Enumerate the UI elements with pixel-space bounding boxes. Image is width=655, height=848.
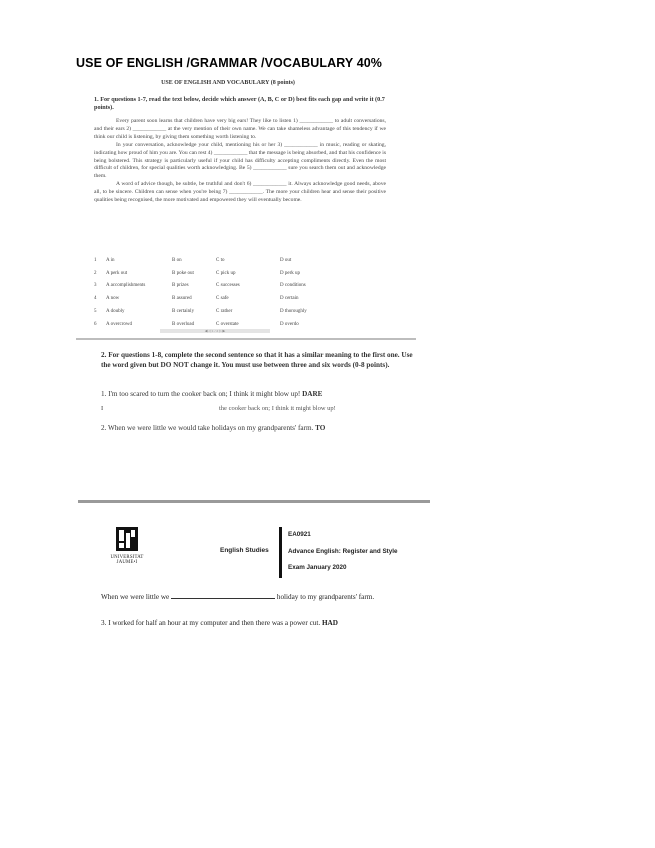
answer-end: holiday to my grandparents' farm. [276, 593, 375, 601]
item-sentence: 2. When we were little we would take holidays on my grandparents' farm. [101, 424, 314, 432]
transformation-item-2 [101, 424, 421, 432]
option-a: A doubly [106, 309, 125, 315]
option-b: B certainly [172, 309, 195, 315]
option-row [94, 292, 394, 305]
answer-options-table [94, 254, 394, 331]
answer-rest: the cooker back on; I think it might blow up! [219, 405, 336, 412]
university-emblem-icon [116, 527, 138, 551]
option-c: C pick up [216, 270, 236, 276]
option-a: A now [106, 296, 120, 302]
department-name: English Studies [220, 547, 269, 554]
passage-paragraph: In your conversation, acknowledge your child, mentioning his or her 3) ____________ in music, reading or skating, indicating how proud of him you are. You can rest 4) ____________ that the message is being absorbed, and that his confidence is being bolstered. This strategy is particularly useful if your child has difficulty accepting compliments directly. Even the most difficult of children, for special qualities worth acknowledging. Be 5) ____________ sure you search them out and acknowledge them. [94, 141, 386, 180]
university-logo [104, 527, 150, 575]
option-c: C overstate [216, 321, 239, 327]
transformation-item-1 [101, 390, 421, 398]
section-header: USE OF ENGLISH AND VOCABULARY (8 points) [161, 80, 295, 86]
option-b: B on [172, 257, 182, 263]
answer-start: When we were little we [101, 593, 170, 601]
option-d: D certain [280, 296, 299, 302]
question2-instruction: 2. For questions 1-8, complete the second sentence so that it has a similar meaning to the first one. Use the word given but DO NOT change it. You must use between three and six words (0-8 points). [101, 351, 413, 370]
option-row [94, 305, 394, 318]
answer-start: I [101, 405, 104, 412]
option-b: B assured [172, 296, 192, 302]
passage-paragraph: A word of advice though, be subtle, be truthful and don't 6) ____________ it. Always acknowledge good needs, above all, to be sincere. Children can sense when you're being 7) ____________. The more your children hear and sense their positive qualities being recognised, the more motivated and empowered they will eventually become. [94, 181, 386, 204]
option-row [94, 267, 394, 280]
answer-line-2 [101, 592, 421, 602]
option-number: 6 [94, 321, 97, 327]
option-number: 2 [94, 270, 97, 276]
option-number: 1 [94, 257, 97, 263]
course-code: EA0921 [288, 531, 311, 538]
question1-instruction: 1. For questions 1-7, read the text below, decide which answer (A, B, C or D) best fits each gap and write it (0.7 points). [94, 96, 385, 111]
option-c: C safe [216, 296, 229, 302]
option-b: B overload [172, 321, 195, 327]
option-c: C rather [216, 309, 233, 315]
answer-blank [171, 592, 275, 599]
university-name: UNIVERSITAT JAUME•I [110, 555, 144, 566]
option-row [94, 280, 394, 293]
option-c: C successes [216, 283, 240, 289]
pdf-page-navigator[interactable]: ◀ ◁ 1 / 2 ▷ ▶ [160, 329, 270, 333]
option-a: A in [106, 257, 115, 263]
header-separator [279, 527, 282, 578]
option-row [94, 254, 394, 267]
option-d: D conditions [280, 283, 306, 289]
option-a: A accomplishments [106, 283, 146, 289]
page-title: USE OF ENGLISH /GRAMMAR /VOCABULARY 40% [76, 56, 383, 70]
option-d: D out [280, 257, 292, 263]
item-keyword: HAD [321, 619, 338, 627]
option-a: A overcrowd [106, 321, 132, 327]
option-b: B poke out [172, 270, 194, 276]
transformation-item-3 [101, 619, 421, 627]
option-c: C to [216, 257, 225, 263]
option-a: A perk out [106, 270, 128, 276]
item-keyword: TO [315, 424, 326, 432]
section-divider [78, 500, 430, 503]
section-divider [76, 338, 416, 340]
course-title: Advance English: Register and Style [288, 548, 398, 555]
item-keyword: DARE [302, 390, 323, 398]
option-b: B prizes [172, 283, 189, 289]
option-d: D thoroughly [280, 309, 307, 315]
item-sentence: 1. I'm too scared to turn the cooker back on; I think it might blow up! [101, 390, 301, 398]
exam-date: Exam January 2020 [288, 564, 347, 571]
item-sentence: 3. I worked for half an hour at my computer and then there was a power cut. [101, 619, 321, 627]
reading-passage [94, 118, 386, 205]
answer-line-1 [101, 405, 421, 415]
option-d: D overdo [280, 321, 299, 327]
option-d: D perk up [280, 270, 300, 276]
passage-paragraph: Every parent soon learns that children have very big ears! They like to listen 1) ____________ to adult conversations, and their ears 2) ____________ at the very mention of their own name. We can take shameless advantage of this tendency if we think our child is listening, by giving them something worth listening to. [94, 118, 386, 140]
option-number: 3 [94, 283, 97, 289]
option-number: 5 [94, 309, 97, 315]
option-number: 4 [94, 296, 97, 302]
